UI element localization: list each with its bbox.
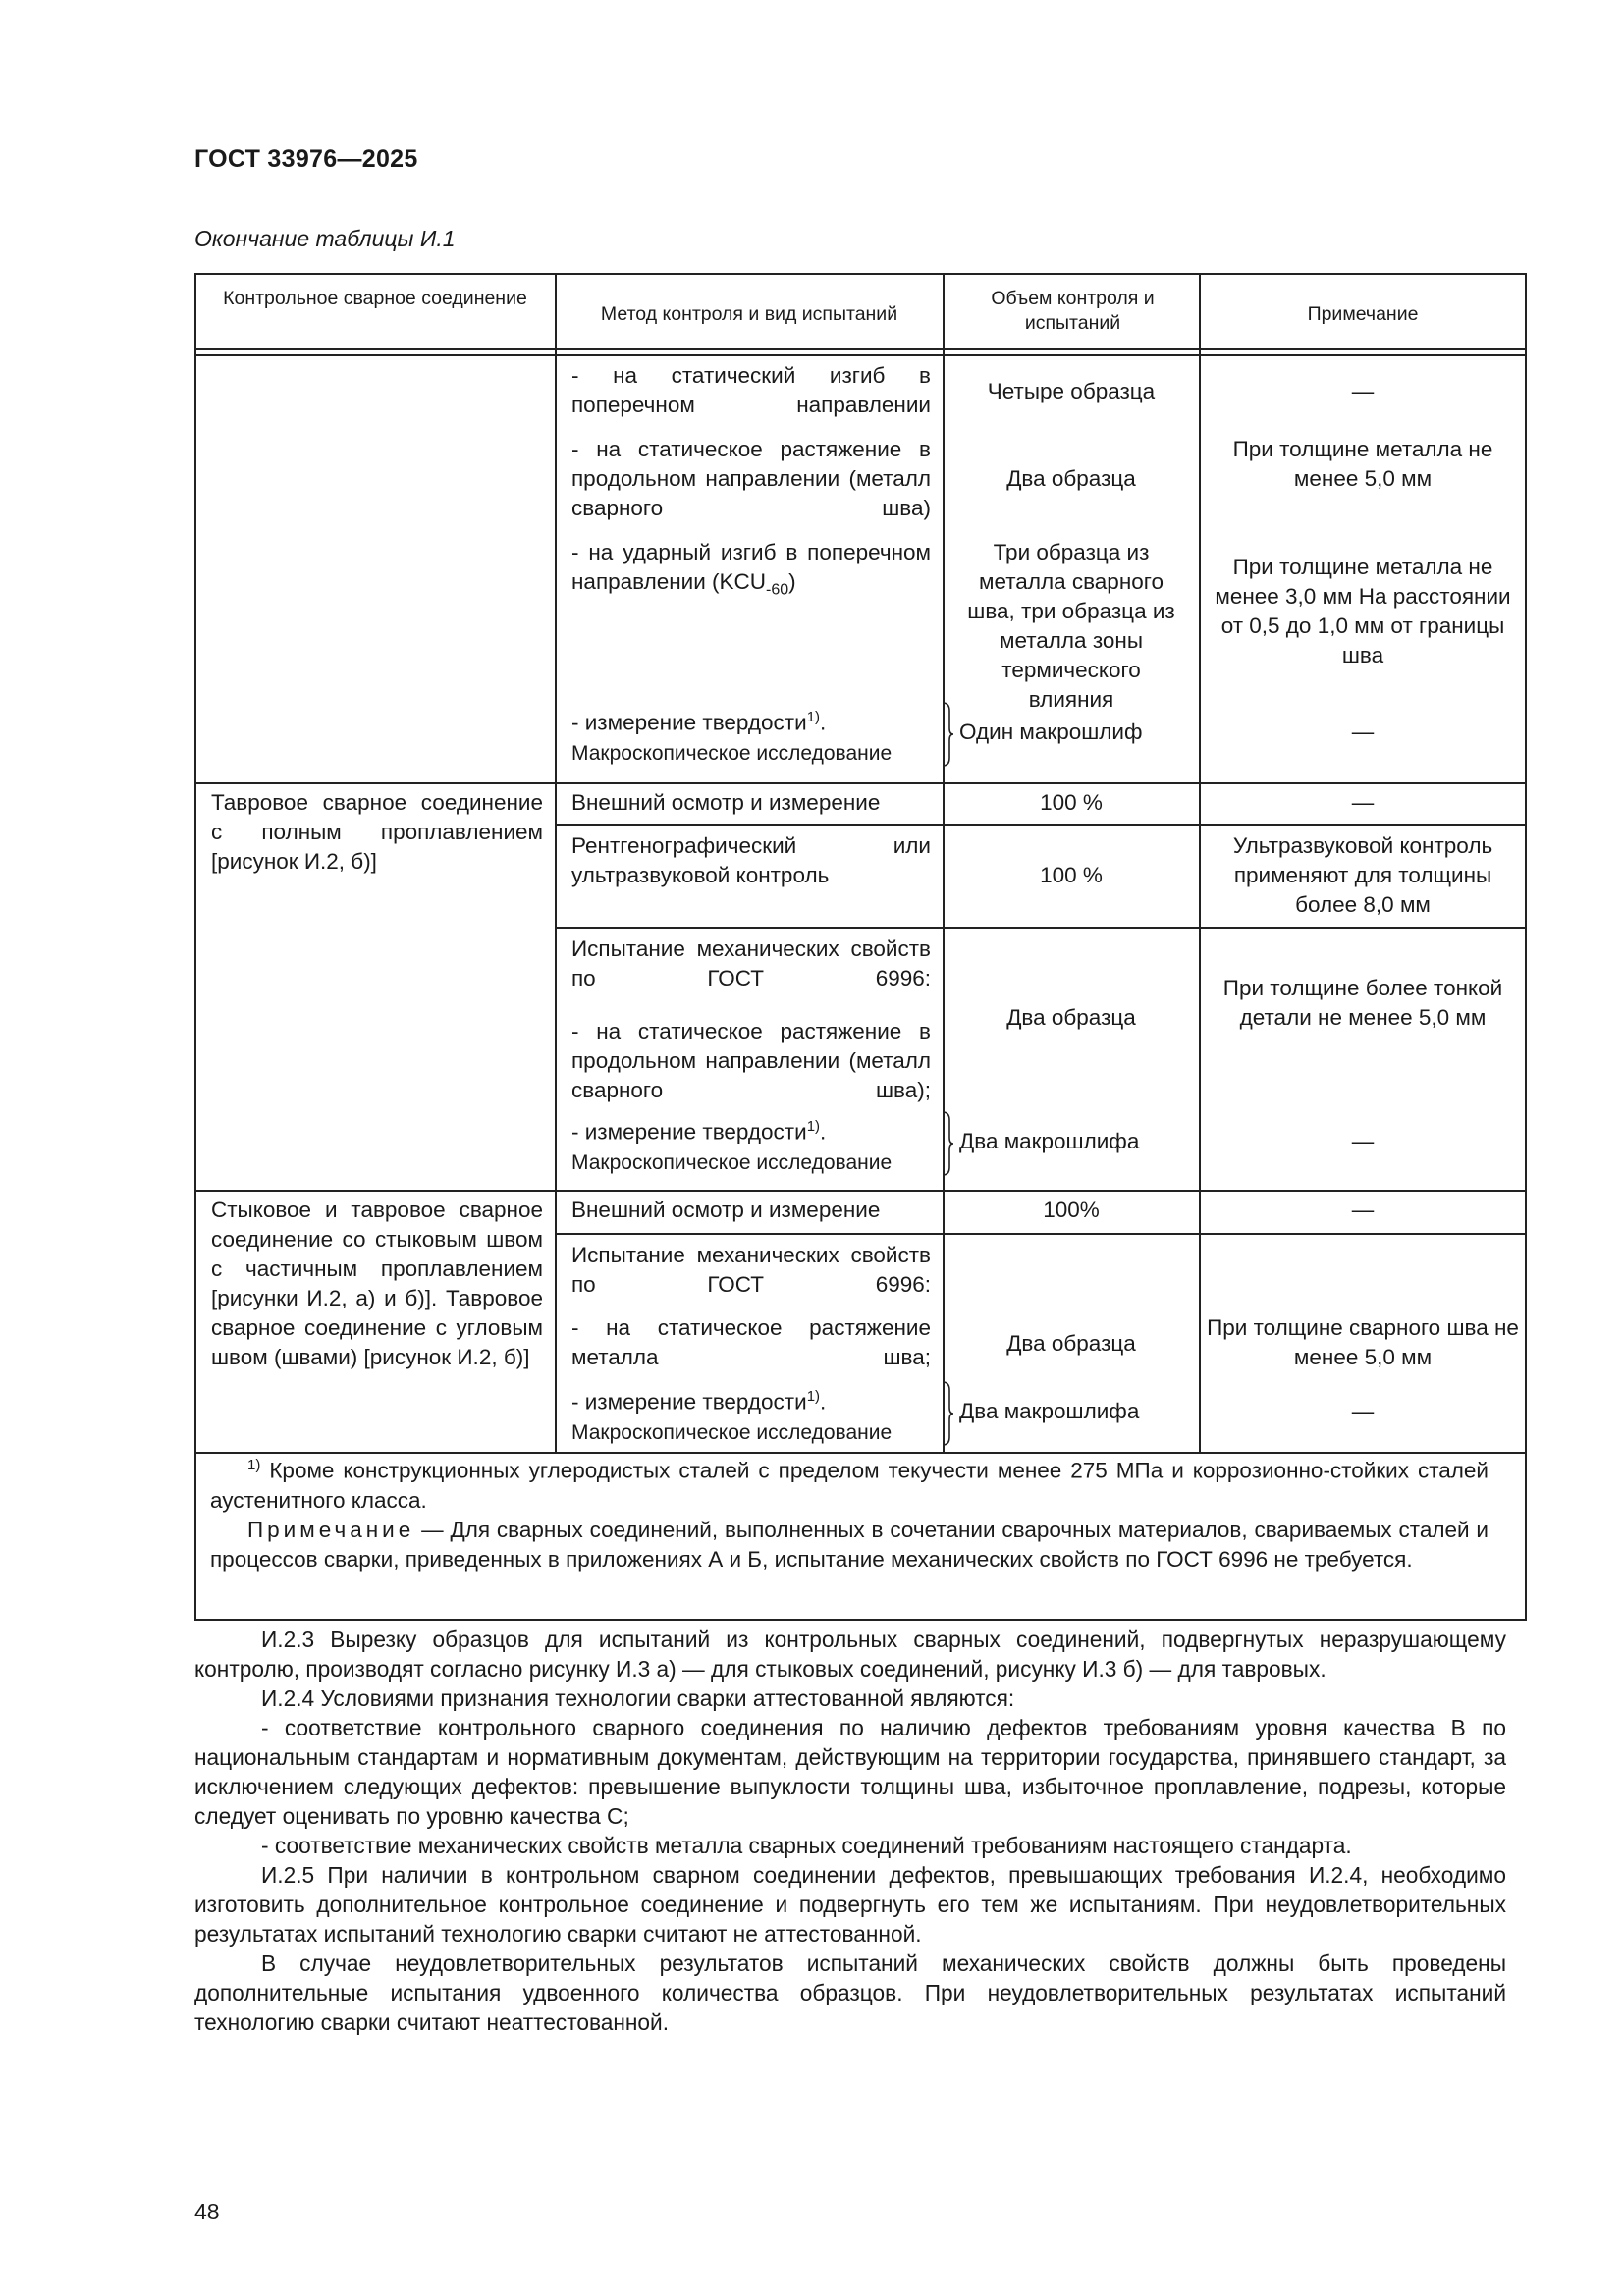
body-text <box>194 1625 1506 2037</box>
g2-r4-method: - измерение твердости$^{1)}$. Макроскопическое исследование <box>571 1118 893 1174</box>
g3-r2-volume: Два образца <box>1006 1331 1136 1356</box>
g1-r1-volume: Четыре образца <box>987 379 1156 403</box>
g3-r1-volume: 100% <box>1043 1198 1100 1222</box>
g2-r3-note: При толщине более тонкой детали не менее 5,0 мм <box>1222 976 1503 1030</box>
header-note: Примечание <box>1307 303 1419 325</box>
g1-r3-method: - на ударный изгиб в поперечном направлении $(KCU_{-60})$ <box>571 540 931 599</box>
g2-r2-volume: 100 % <box>1040 863 1103 887</box>
page-number: 48 <box>194 2199 220 2224</box>
g3-r2-method-a: Испытание механических свойств по ГОСТ 6996: <box>571 1243 931 1297</box>
g2-joint: Тавровое сварное соединение с полным проплавлением [рисунок И.2, б)] <box>211 790 543 874</box>
g3-r1-note: — <box>1351 1198 1375 1222</box>
g3-r3-note: — <box>1351 1399 1375 1423</box>
paragraph: И.2.3 Вырезку образцов для испытаний из контрольных сварных соединений, подвергнутых неразрушающему контролю, производят согласно рисунку И.3 а) — для стыковых соединений, рисунку И.3 б) — для тавровых. <box>194 1627 1506 1682</box>
g2-r4-note: — <box>1351 1129 1375 1153</box>
g2-r3-method-a: Испытание механических свойств по ГОСТ 6996: <box>571 936 931 990</box>
table-footnote: $^{1)}$ Кроме конструкционных углеродистых сталей с пределом текучести менее 275 МПа и коррозионно-стойких сталей аустенитного класса. Примечание — Для сварных соединений, выполненных в сочетании сварочных материалов, свариваемых сталей и процессов сварки, приведенных в приложениях А и Б, испытание механических свойств по ГОСТ 6996 не требуется. <box>210 1457 1489 1572</box>
g2-r4-volume: Два макрошлифа <box>959 1129 1140 1153</box>
g1-r2-note: При толщине металла не менее 5,0 мм <box>1232 437 1493 491</box>
paragraph: В случае неудовлетворительных результатов испытаний механических свойств должны быть проведены дополнительные испытания удвоенного количества образцов. При неудовлетворительных результатах испытаний технологию сварки считают неаттестованной. <box>194 1950 1506 2035</box>
brace-icon <box>941 1380 954 1447</box>
table-caption: Окончание таблицы И.1 <box>194 226 456 251</box>
header-joint: Контрольное сварное соединение <box>223 288 527 309</box>
g2-r2-note: Ультразвуковой контроль применяют для толщины более 8,0 мм <box>1232 833 1493 917</box>
g2-r2-method: Рентгенографический или ультразвуковой контроль <box>571 833 931 887</box>
g1-r4-note: — <box>1351 720 1375 744</box>
g3-r1-method: Внешний осмотр и измерение <box>571 1198 881 1222</box>
g1-r2-method: - на статическое растяжение в продольном направлении (металл сварного шва) <box>571 437 931 520</box>
g3-joint: Стыковое и тавровое сварное соединение со стыковым швом с частичным проплавлением [рисунки И.2, а) и б)]. Тавровое сварное соединение с угловым швом (швами) [рисунок И.2, б)] <box>211 1198 543 1369</box>
note-label: Примечание <box>247 1517 415 1542</box>
document-header: ГОСТ 33976—2025 <box>194 145 418 173</box>
paragraph: - соответствие механических свойств металла сварных соединений требованиям настоящего стандарта. <box>261 1833 1352 1858</box>
paragraph: - соответствие контрольного сварного соединения по наличию дефектов требованиям уровня качества B по национальным стандартам и нормативным документам, действующим на территории государства, принявшего стандарт, за исключением следующих дефектов: превышение выпуклости толщины шва, избыточное проплавление, подрезы, которые следует оценивать по уровню качества C; <box>194 1715 1506 1829</box>
g2-r1-method: Внешний осмотр и измерение <box>571 790 881 815</box>
g2-r3-method-b: - на статическое растяжение в продольном направлении (металл сварного шва); <box>571 1019 931 1102</box>
g3-r3-method: - измерение твердости$^{1)}$. Макроскопическое исследование <box>571 1388 893 1444</box>
g3-r2-method-b: - на статическое растяжение металла шва; <box>571 1315 931 1369</box>
brace-icon <box>941 1110 954 1177</box>
g1-r3-volume: Три образца из металла сварного шва, три образца из металла зоны термического влияния <box>967 540 1175 712</box>
g1-r1-method: - на статический изгиб в поперечном направлении <box>571 363 931 417</box>
g1-r4-volume: Один макрошлиф <box>959 720 1143 744</box>
paragraph: И.2.5 При наличии в контрольном сварном соединении дефектов, превышающих требования И.2.4, необходимо изготовить дополнительное контрольное соединение и подвергнуть его тем же испытаниям. При неудовлетворительных результатах испытаний технологию сварки считают не аттестованной. <box>194 1862 1506 1947</box>
g2-r1-volume: 100 % <box>1040 790 1103 815</box>
paragraph: И.2.4 Условиями признания технологии сварки аттестованной являются: <box>261 1685 1015 1711</box>
g2-r1-note: — <box>1351 790 1375 815</box>
g1-r4-method: - измерение твердости$^{1)}$. Макроскопическое исследование <box>571 709 893 765</box>
g3-r2-note: При толщине сварного шва не менее 5,0 мм <box>1207 1315 1519 1369</box>
g2-r3-volume: Два образца <box>1006 1005 1136 1030</box>
g1-r3-note: При толщине металла не менее 3,0 мм На расстоянии от 0,5 до 1,0 мм от границы шва <box>1215 555 1511 667</box>
g1-r1-note: — <box>1351 379 1375 403</box>
g3-r3-volume: Два макрошлифа <box>959 1399 1140 1423</box>
header-method: Метод контроля и вид испытаний <box>600 303 898 325</box>
header-volume: Объем контроля и испытаний <box>991 288 1155 334</box>
brace-icon <box>941 701 954 768</box>
g1-r2-volume: Два образца <box>1006 466 1136 491</box>
